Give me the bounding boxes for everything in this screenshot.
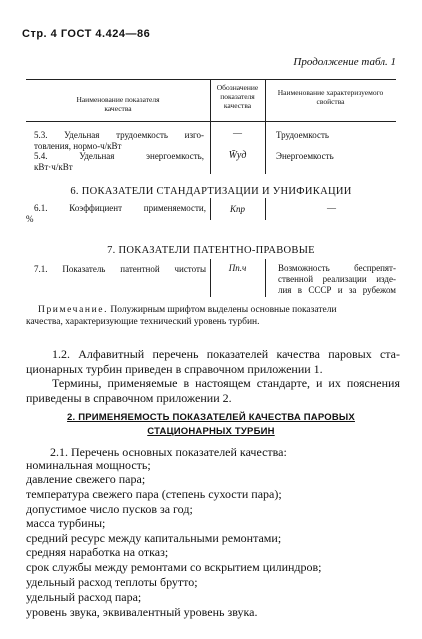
row-name-line: 5.4. Удельная энергоемкость, [34, 151, 204, 161]
note-label: Примечание. [38, 305, 109, 315]
row-name-line: товления, нормо-ч/кВт [34, 141, 122, 151]
col-header-property [265, 88, 396, 106]
row-name-line: % [26, 214, 34, 224]
table-row-symbol: W̄уд [228, 150, 247, 161]
section-6-col-divider-2 [265, 198, 266, 220]
section-7-row-name: 7.1. Показатель патентной чистоты [34, 264, 206, 274]
list-item: уровень звука, эквивалентный уровень звука. [26, 605, 258, 619]
row-property-line: лия в СССР и за рубежом [278, 285, 396, 295]
list-item: давление свежего пара; [26, 472, 146, 486]
section-7-title: 7. ПОКАЗАТЕЛИ ПАТЕНТНО-ПРАВОВЫЕ [107, 245, 315, 256]
paragraph-line: 1.2. Алфавитный перечень показателей качества паровых ста- [52, 347, 400, 361]
section-7-row-symbol: Пп.ч [228, 263, 247, 273]
col-header-symbol [210, 83, 265, 110]
table-row-name [34, 151, 204, 173]
section-2-title-line: СТАЦИОНАРНЫХ ТУРБИН [147, 426, 275, 437]
table-row-property: Трудоемкость [276, 130, 330, 140]
paragraph-line: приведены в справочном приложении 2. [26, 390, 232, 405]
table-row-property: Энергоемкость [276, 151, 334, 161]
list-item: номинальная мощность; [26, 458, 151, 472]
list-item: средняя наработка на отказ; [26, 545, 169, 559]
paragraph-1-2 [26, 347, 400, 405]
list-item: удельный расход пара; [26, 590, 142, 604]
table-header-rule [26, 121, 396, 122]
row-property-line: ственной реализации изде- [278, 274, 396, 284]
paragraph-line: ционарных турбин приведен в справочном приложении 1. [26, 361, 323, 376]
col-header-name-line: Наименование показателя [76, 95, 160, 104]
table-row-symbol: — [233, 128, 242, 138]
section-2-title [0, 411, 422, 439]
page-header: Стр. 4 ГОСТ 4.424—86 [22, 28, 151, 40]
list-item: масса турбины; [26, 516, 106, 530]
table-continuation-label: Продолжение табл. 1 [293, 56, 396, 68]
list-item: удельный расход теплоты брутто; [26, 575, 198, 589]
list-item: допустимое число пусков за год; [26, 502, 193, 516]
section-7-col-divider-2 [265, 259, 266, 297]
col-header-symbol-line: показателя [220, 92, 255, 101]
col-header-symbol-line: Обозначение [216, 83, 259, 92]
row-name-line: кВт·ч/кВт [34, 162, 73, 172]
section-6-title: 6. ПОКАЗАТЕЛИ СТАНДАРТИЗАЦИИ И УНИФИКАЦИИ [70, 186, 352, 197]
note-text-line2: качества, характеризующие технический уровень турбин. [26, 317, 260, 327]
col-header-name [26, 95, 210, 113]
row-name-line: 5.3. Удельная трудоемкость изго- [34, 130, 204, 140]
col-header-symbol-line: качества [223, 101, 252, 110]
section-7-row-property [278, 263, 396, 296]
paragraph-line: Термины, применяемые в настоящем стандарте, и их пояснения [52, 376, 400, 390]
list-intro: 2.1. Перечень основных показателей качества: [50, 445, 287, 459]
col-header-property-line: Наименование характеризуемого [277, 88, 384, 97]
note-text: Полужирным шрифтом выделены основные показатели [108, 305, 337, 315]
col-header-property-line: свойства [316, 97, 345, 106]
table-note [26, 304, 398, 328]
list-item: средний ресурс между капитальными ремонтами; [26, 531, 282, 545]
list-item: срок службы между ремонтами со вскрытием цилиндров; [26, 560, 322, 574]
section-6-row-symbol: Кпр [230, 204, 245, 214]
section-6-row-property: — [327, 203, 336, 213]
row-property-line: Возможность беспрепят- [278, 263, 396, 273]
col-header-name-line: качества [104, 104, 132, 113]
list-item: температура свежего пара (степень сухости пара); [26, 487, 282, 501]
table-row-name [34, 130, 204, 152]
row-name-line: 6.1. Коэффициент применяемости, [34, 203, 206, 213]
section-6-row-name [26, 203, 206, 225]
section-2-title-line: 2. ПРИМЕНЯЕМОСТЬ ПОКАЗАТЕЛЕЙ КАЧЕСТВА ПАРОВЫХ [67, 412, 355, 423]
table-top-rule [26, 79, 396, 80]
